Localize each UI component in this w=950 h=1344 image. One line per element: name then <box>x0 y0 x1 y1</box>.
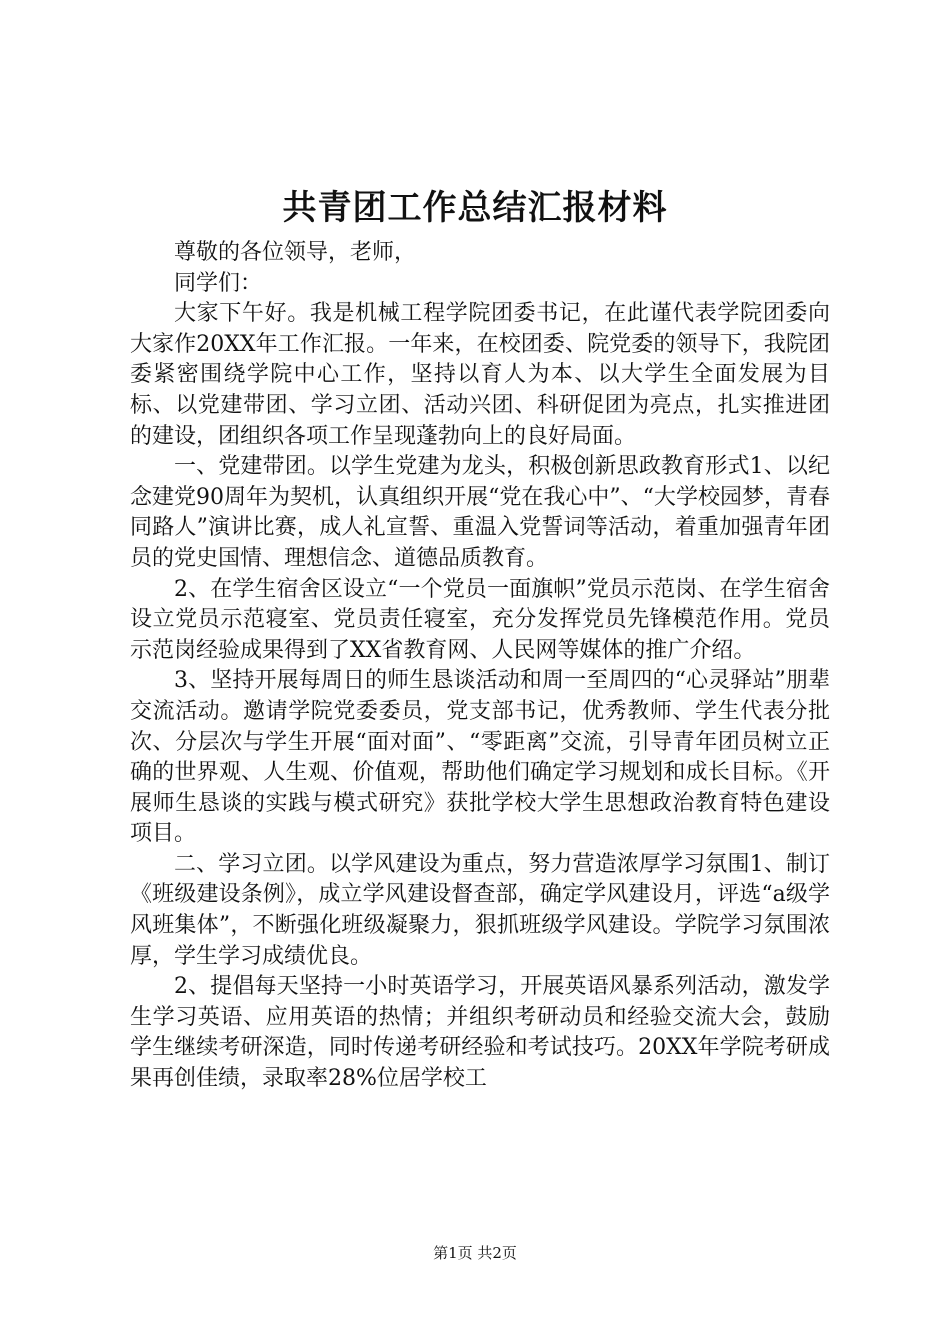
salutation-line: 尊敬的各位领导，老师， <box>174 240 417 265</box>
document-title: 共青团工作总结汇报材料 <box>282 188 668 228</box>
body-paragraph: 2、提倡每天坚持一小时英语学习，开展英语风暴系列活动，激发学生学习英语、应用英语的热情；并组织考研动员和经验交流大会，鼓励学生继续考研深造，同时传递考研经验和考试技巧。20XX年学院考研成果再创佳绩，录取率28%位居学校工 <box>130 974 830 1092</box>
body-paragraph: 大家下午好。我是机械工程学院团委书记，在此谨代表学院团委向大家作20XX年工作汇报。一年来，在校团委、院党委的领导下，我院团委紧密围绕学院中心工作，坚持以育人为本、以大学生全面发展为目标、以党建带团、学习立团、活动兴团、科研促团为亮点，扎实推进团的建设，团组织各项工作呈现蓬勃向上的良好局面。 <box>130 301 830 449</box>
body-paragraph: 2、在学生宿舍区设立“一个党员一面旗帜”党员示范岗、在学生宿舍设立党员示范寝室、党员责任寝室，充分发挥党员先锋模范作用。党员示范岗经验成果得到了XX省教育网、人民网等媒体的推广介绍。 <box>130 576 830 663</box>
salutation-line: 同学们： <box>174 270 263 296</box>
body-paragraph: 3、坚持开展每周日的师生恳谈活动和周一至周四的“心灵驿站”朋辈交流活动。邀请学院党委委员，党支部书记，优秀教师、学生代表分批次、分层次与学生开展“面对面”、“零距离”交流，引导青年团员树立正确的世界观、人生观、价值观，帮助他们确定学习规划和成长目标。《开展师生恳谈的实践与模式研究》获批学校大学生思想政治教育特色建设项目。 <box>130 668 830 847</box>
page-number-footer: 第1页 共2页 <box>433 1244 517 1262</box>
body-paragraph: 二、学习立团。以学风建设为重点，努力营造浓厚学习氛围1、制订《班级建设条例》，成立学风建设督查部，确定学风建设月，评选“a级学风班集体”，不断强化班级凝聚力，狠抓班级学风建设。学院学习氛围浓厚，学生学习成绩优良。 <box>130 851 830 969</box>
body-paragraph: 一、党建带团。以学生党建为龙头，积极创新思政教育形式1、以纪念建党90周年为契机，认真组织开展“党在我心中”、“大学校园梦，青春同路人”演讲比赛，成人礼宣誓、重温入党誓词等活动，着重加强青年团员的党史国情、理想信念、道德品质教育。 <box>130 454 830 571</box>
document-body <box>130 238 830 1095</box>
